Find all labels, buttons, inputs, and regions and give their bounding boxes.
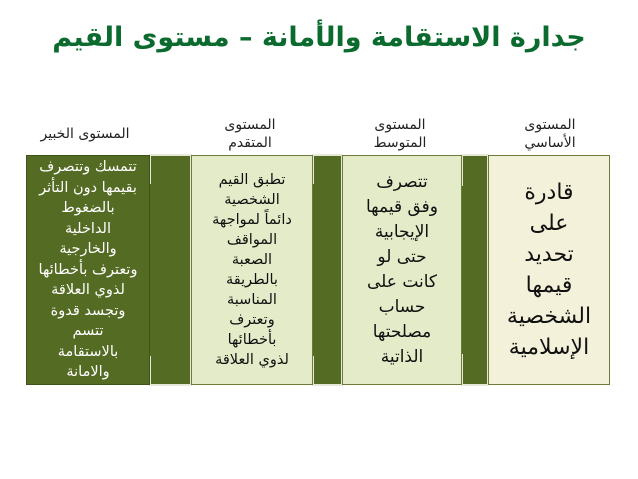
expert-level-text: تتمسك وتتصرف بقيمها دون التأثر بالضغوط الداخلية والخارجية وتعترف بأخطائها لذوي العلاقة وتجسد قدوة تتسم بالاستقامة والامانة	[38, 159, 138, 381]
basic-level-text: قادرة على تحديد قيمها الشخصية الإسلامية	[506, 180, 592, 360]
level-label-advanced: المستوى المتقدم	[224, 117, 276, 151]
page-title: جدارة الاستقامة والأمانة – مستوى القيم	[52, 22, 586, 53]
intermediate-level-text: تتصرف وفق قيمها الإيجابية حتى لو كانت على حساب مصلحتها الذاتية	[365, 172, 439, 367]
advanced-level-text: تطبق القيم الشخصية دائماً لمواجهة المواقف الصعبة بالطريقة المناسبة وتعترف بأخطائها لذوي العلاقة	[212, 172, 292, 368]
level-label-expert: المستوى الخبير	[40, 126, 130, 142]
expert-level-box	[26, 155, 150, 385]
advanced-level-box	[191, 155, 313, 385]
basic-level-box	[488, 155, 610, 385]
level-label-basic: المستوى الأساسي	[524, 117, 576, 151]
level-label-intermediate: المستوى المتوسط	[373, 117, 427, 151]
intermediate-level-box	[342, 155, 462, 385]
